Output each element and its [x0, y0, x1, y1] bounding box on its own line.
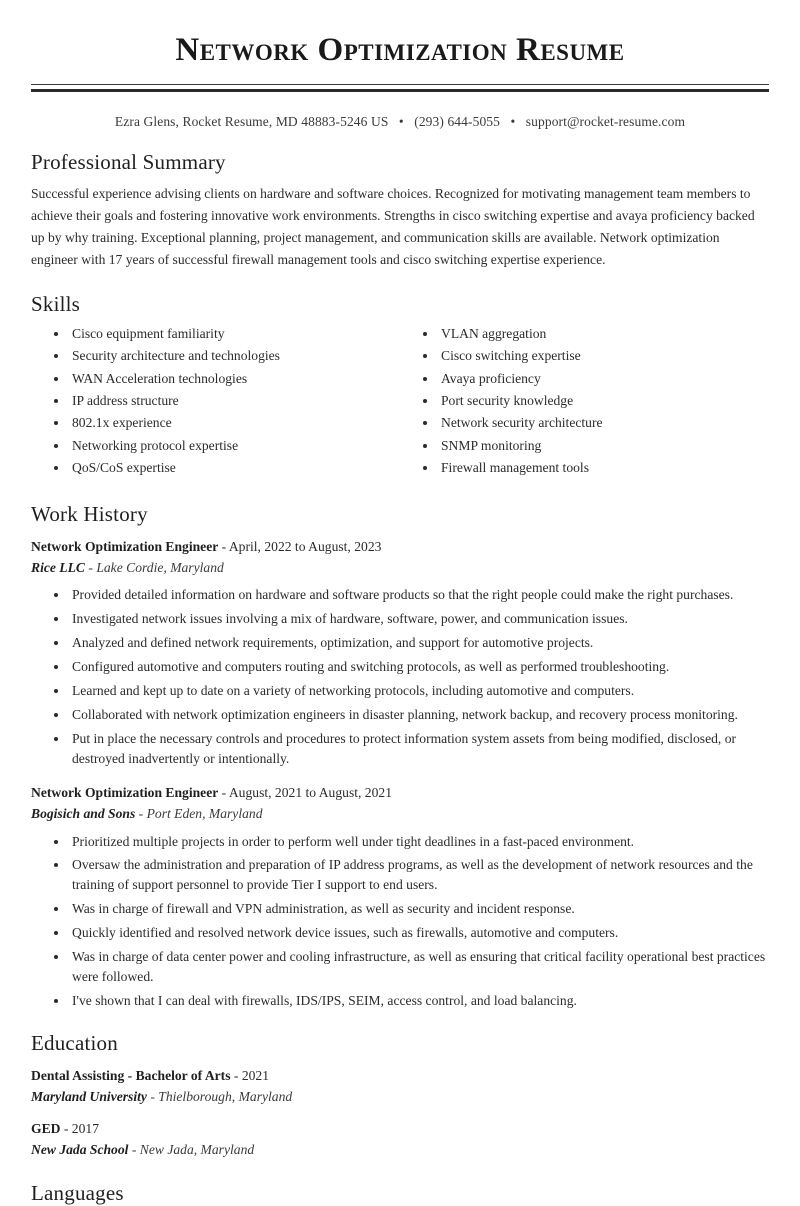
education-degree: Dental Assisting - Bachelor of Arts — [31, 1068, 231, 1084]
separator-dash: - — [218, 785, 229, 801]
job-header — [31, 537, 769, 557]
list-item: • Networking protocol expertise — [69, 437, 400, 455]
education-school-line — [31, 1087, 769, 1107]
page-title: Network Optimization Resume — [175, 32, 625, 68]
separator-dash: - — [146, 1089, 159, 1105]
education-degree-line — [31, 1066, 769, 1086]
list-item: • IP address structure — [69, 392, 400, 410]
work-history-list — [31, 537, 769, 1011]
list-item: • Collaborated with network optimization engineers in disaster planning, network backup, and recovery process monitoring. — [69, 705, 769, 725]
list-item: • Prioritized multiple projects in order to perform well under tight deadlines in a fast-paced environment. — [69, 832, 769, 852]
work-history-entry — [31, 537, 769, 769]
list-item: • QoS/CoS expertise — [69, 459, 400, 477]
separator-dash: - — [84, 559, 97, 575]
section-heading-languages: Languages — [31, 1181, 124, 1206]
job-responsibilities — [31, 832, 769, 1012]
section-skills — [31, 292, 769, 482]
section-work-history — [31, 502, 769, 1012]
section-heading-summary: Professional Summary — [31, 150, 226, 175]
work-history-entry — [31, 783, 769, 1011]
contact-line — [31, 114, 769, 130]
skills-list-right — [400, 325, 769, 478]
list-item: • Provided detailed information on hardware and software products so that the right people could make the right purchases. — [69, 585, 769, 605]
title-divider — [31, 84, 769, 92]
separator-dash: - — [128, 1141, 140, 1157]
separator-dash: - — [218, 538, 229, 554]
list-item: • Investigated network issues involving a mix of hardware, software, power, and communication issues. — [69, 609, 769, 629]
list-item: • Cisco switching expertise — [438, 347, 769, 365]
skills-column-left — [31, 325, 400, 482]
skills-column-right — [400, 325, 769, 482]
contact-separator-2: • — [510, 114, 516, 130]
job-responsibilities — [31, 585, 769, 769]
job-company-line — [31, 804, 769, 824]
section-professional-summary — [31, 150, 769, 271]
education-school: Maryland University — [31, 1089, 147, 1105]
list-item: • Port security knowledge — [438, 392, 769, 410]
list-item: • Network security architecture — [438, 414, 769, 432]
job-dates: April, 2022 to August, 2023 — [228, 538, 382, 554]
contact-phone[interactable]: (293) 644-5055 — [414, 114, 500, 130]
divider-rule-thick — [31, 89, 769, 92]
job-company: Bogisich and Sons — [31, 805, 136, 821]
skills-list-left — [31, 325, 400, 478]
separator-dash: - — [135, 805, 147, 821]
list-item: • VLAN aggregation — [438, 325, 769, 343]
job-company-line — [31, 558, 769, 578]
job-location: Port Eden, Maryland — [146, 805, 263, 821]
education-year: 2021 — [241, 1068, 270, 1084]
education-location: Thielborough, Maryland — [158, 1089, 293, 1105]
contact-address: Ezra Glens, Rocket Resume, MD 48883-5246 US — [114, 114, 389, 130]
job-location: Lake Cordie, Maryland — [96, 559, 224, 575]
list-item: • 802.1x experience — [69, 414, 400, 432]
section-heading-education: Education — [31, 1031, 118, 1056]
separator-dash: - — [230, 1068, 242, 1084]
list-item: • Analyzed and defined network requirements, optimization, and support for automotive projects. — [69, 633, 769, 653]
list-item: • Learned and kept up to date on a variety of networking protocols, including automotive and computers. — [69, 681, 769, 701]
list-item: • Security architecture and technologies — [69, 347, 400, 365]
education-list — [31, 1066, 769, 1159]
section-education — [31, 1031, 769, 1159]
section-languages — [31, 1181, 769, 1206]
job-header — [31, 783, 769, 803]
education-entry — [31, 1119, 769, 1159]
list-item: • Cisco equipment familiarity — [69, 325, 400, 343]
education-school: New Jada School — [31, 1141, 129, 1157]
section-heading-work-history: Work History — [31, 501, 148, 526]
list-item: • Oversaw the administration and preparation of IP address programs, as well as the development of network resources and the training of support personnel to provide Tier I support to end users. — [69, 855, 769, 895]
education-school-line — [31, 1140, 769, 1160]
contact-separator-1: • — [398, 114, 404, 130]
list-item: • Quickly identified and resolved network device issues, such as firewalls, automotive and computers. — [69, 923, 769, 943]
job-title: Network Optimization Engineer — [31, 538, 219, 554]
separator-dash: - — [60, 1120, 72, 1136]
list-item: • Put in place the necessary controls and procedures to protect information system assets from being modified, disclosed, or destroyed inadvertently or intentionally. — [69, 729, 769, 769]
list-item: • I've shown that I can deal with firewalls, IDS/IPS, SEIM, access control, and load balancing. — [69, 991, 769, 1011]
education-year: 2017 — [71, 1120, 99, 1136]
education-location: New Jada, Maryland — [139, 1141, 255, 1157]
education-degree: GED — [31, 1120, 61, 1136]
list-item: • Was in charge of data center power and cooling infrastructure, as well as ensuring that critical facility operational best practices were followed. — [69, 947, 769, 987]
list-item: • Was in charge of firewall and VPN administration, as well as security and incident response. — [69, 899, 769, 919]
job-title: Network Optimization Engineer — [31, 785, 219, 801]
section-heading-skills: Skills — [31, 291, 81, 316]
summary-text: Successful experience advising clients on hardware and software choices. Recognized for motivating management team members to achieve their goals and fostering innovative work environments. Strengths in cisco switching expertise and avaya proficiency backed up by why training. Exceptional planning, project management, and communication skills are available. Network optimization engineer with 17 years of successful firewall management tools and cisco switching expertise experience. — [31, 186, 755, 268]
contact-email[interactable]: support@rocket-resume.com — [525, 114, 686, 130]
job-company: Rice LLC — [31, 559, 85, 575]
list-item: • Avaya proficiency — [438, 370, 769, 388]
education-degree-line — [31, 1119, 769, 1139]
list-item: • SNMP monitoring — [438, 437, 769, 455]
skills-columns — [31, 325, 769, 482]
list-item: • Configured automotive and computers routing and switching protocols, as well as performed troubleshooting. — [69, 657, 769, 677]
list-item: • WAN Acceleration technologies — [69, 370, 400, 388]
list-item: • Firewall management tools — [438, 459, 769, 477]
job-dates: August, 2021 to August, 2021 — [228, 785, 392, 801]
education-entry — [31, 1066, 769, 1106]
